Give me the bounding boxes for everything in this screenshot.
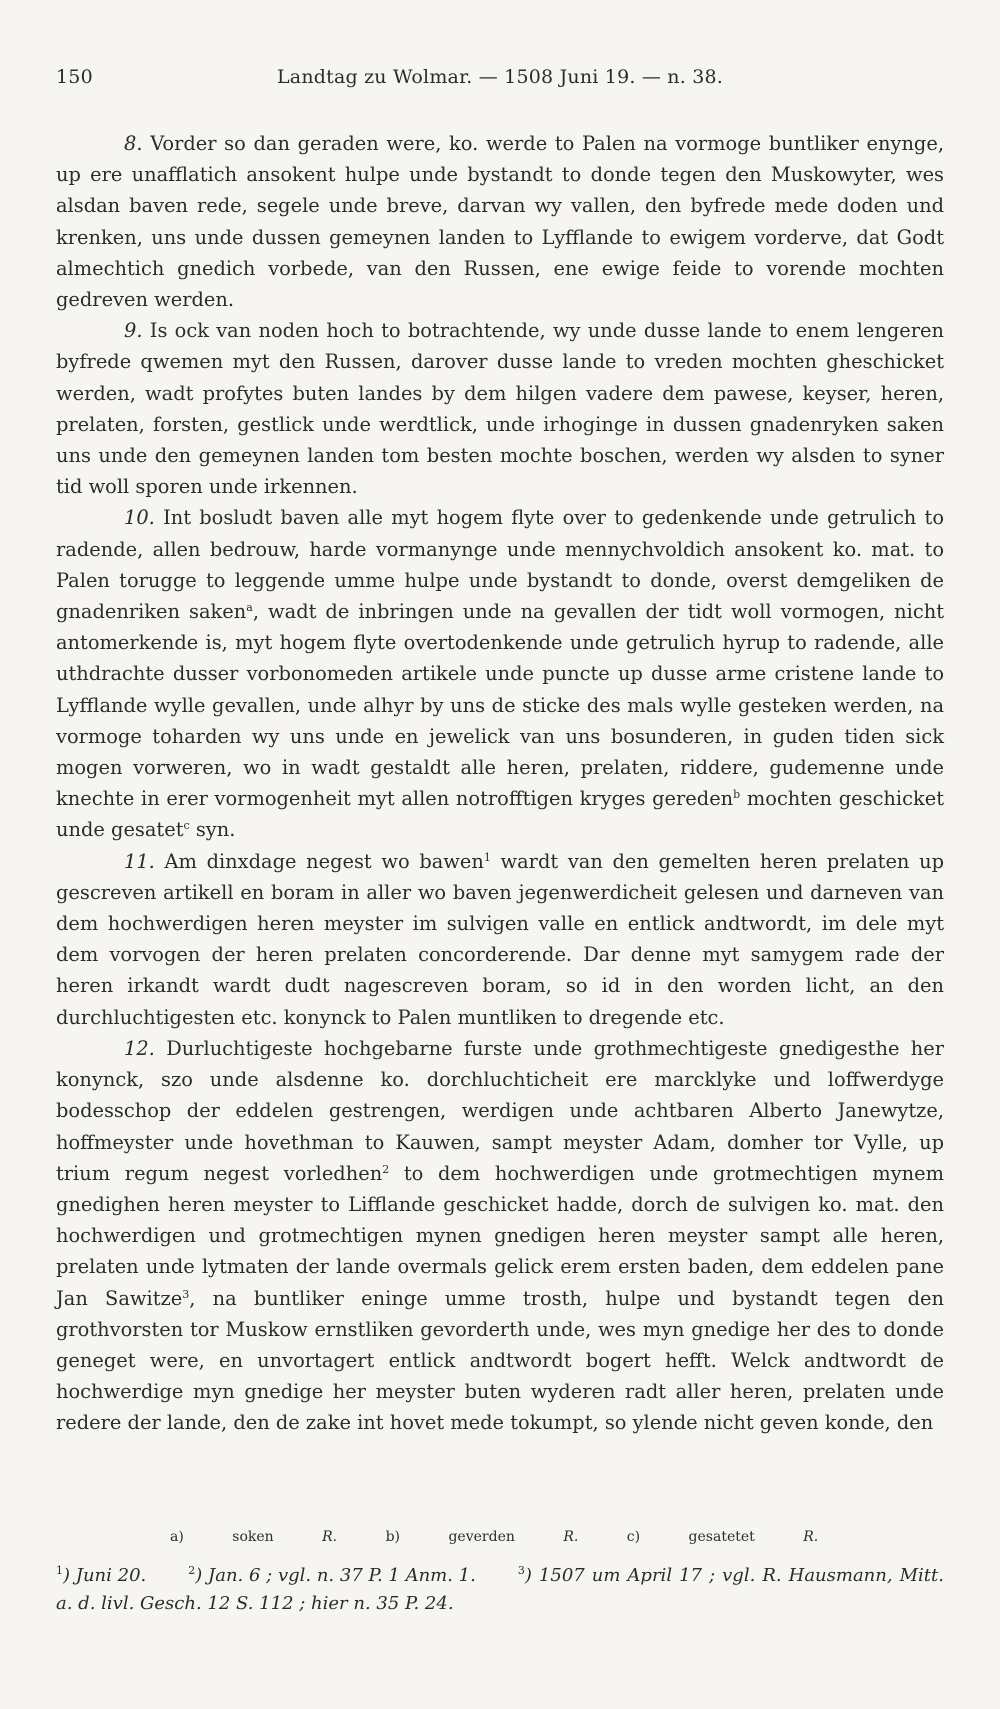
variant-note: b) geverden R.	[385, 1529, 579, 1545]
variant-marker: a	[246, 601, 253, 615]
paragraph-text: to dem hochwerdigen unde grotmechtigen mynem gnedighen heren meyster to Lifflande geschicket hadde, dorch de sulvigen ko. mat. den hochwerdigen und grotmechtigen mynen gnedigen heren meyster sampt alle heren, prelaten unde lytmaten der lande overmals gelick erem ersten baden, dem eddelen pane Jan Sawitze	[56, 1161, 944, 1310]
paragraph-text: wardt van den gemelten heren prelaten up gescreven artikell en boram in aller wo baven jegenwerdicheit gelesen und darneven van dem hochwerdigen heren meyster im sulvigen valle en entlick andtwordt, im dele myt dem vorvogen der heren prelaten concorderende. Dar denne myt samygem rade der heren irkandt wardt dudt nagescreven boram, so id in den worden licht, an den durchluchtigesten etc. konynck to Palen muntliken to dregende etc.	[56, 849, 944, 1029]
paragraph-8	[56, 128, 944, 315]
paragraph-12	[56, 1033, 944, 1439]
footnote-2: $^2$) Jan. 6 ; vgl. n. 37 P. 1 Anm. 1.	[188, 1564, 476, 1586]
footnote-1: $^1$) Juni 20.	[56, 1564, 147, 1586]
paragraph-text: Am dinxdage negest wo bawen	[164, 849, 484, 873]
variant-note: c) gesatetet R.	[626, 1529, 819, 1545]
paragraph-text: Int bosludt baven alle myt hogem flyte over to gedenkende unde getrulich to radende, allen bedrouw, harde vormanynge unde mennychvoldich ansokent ko. mat. to Palen torugge to leggende umme hulpe unde bystandt to donde, overst demgeliken de gnadenriken saken	[56, 506, 944, 624]
variant-marker: b	[733, 788, 741, 802]
paragraph-number: 11.	[124, 849, 155, 873]
footnote-block	[56, 1562, 944, 1618]
paragraph-9	[56, 315, 944, 502]
footnote-marker: 3	[182, 1287, 190, 1301]
footnote-3: $^3$) 1507 um April 17 ; vgl. R. Hausmann, Mitt. a. d. livl. Gesch. 12 S. 112 ; hier n. 35 P. 24.	[56, 1564, 944, 1614]
paragraph-number: 12.	[124, 1036, 155, 1060]
variant-note: a) soken R.	[170, 1529, 338, 1545]
paragraph-10	[56, 502, 944, 845]
main-text	[56, 128, 944, 1439]
paragraph-text: Durluchtigeste hochgebarne furste unde grothmechtigeste gnedigesthe her konynck, szo unde alsdenne ko. dorchluchticheit ere marcklyke und loffwerdyge bodesschop der eddelen gestrengen, werdigen unde achtbaren Alberto Janewytze, hoffmeyster unde hovethman to Kauwen, sampt meyster Adam, domher tor Vylle, up trium regum negest vorledhen	[56, 1036, 944, 1185]
page-header	[56, 66, 944, 96]
paragraph-11	[56, 846, 944, 1033]
running-head: Landtag zu Wolmar. — 1508 Juni 19. — n. 38.	[276, 66, 724, 88]
variant-marker: c	[183, 819, 190, 833]
paragraph-text: syn.	[189, 818, 236, 842]
paragraph-number: 9.	[124, 319, 143, 343]
paragraph-number: 10.	[124, 506, 155, 530]
footnotes	[56, 1562, 944, 1618]
paragraph-text: Is ock van noden hoch to botrachtende, wy unde dusse lande to enem lengeren byfrede qwemen myt den Russen, darover dusse lande to vreden mochten gheschicket werden, wadt profytes buten landes by dem hilgen vadere dem pawese, keyser, heren, prelaten, forsten, gestlick unde werdtlick, unde irhoginge in dussen gnadenryken saken uns unde den gemeynen landen tom besten mochte boschen, werden wy alsden to syner tid woll sporen unde irkennen.	[56, 319, 944, 499]
paragraph-text: Vorder so dan geraden were, ko. werde to Palen na vormoge buntliker enynge, up ere unafflatich ansokent hulpe unde bystandt to donde tegen den Muskowyter, wes alsdan baven rede, segele unde breve, darvan wy vallen, den byfrede mede doden und krenken, uns unde dussen gemeynen landen to Lyfflande to ewigem vorderve, dat Godt almechtich gnedich vorbede, van den Russen, ene ewige feide to vorende mochten gedreven werden.	[56, 132, 944, 312]
page-number: 150	[56, 66, 93, 88]
paragraph-text: mochten geschicket unde gesatet	[56, 787, 944, 842]
footnote-marker: 1	[483, 850, 491, 864]
paragraph-number: 8.	[124, 132, 143, 155]
paragraph-text: , wadt de inbringen unde na gevallen der tidt woll vormogen, nicht antomerkende is, myt hogem flyte overtodenkende unde getrulich hyrup to radende, alle uthdrachte dusser vorbonomeden artikele unde puncte up dusse arme cristene lande to Lyfflande wylle gevallen, unde alhyr by uns de sticke des mals wylle gesteken werden, na vormoge toharden wy uns unde en jewelick van uns bosunderen, in guden tiden sick mogen vorweren, wo in wadt gestaldt alle heren, prelaten, riddere, gudemenne unde knechte in erer vormogenheit myt allen notrofftigen kryges gereden	[56, 600, 944, 811]
paragraph-text: , na buntliker eninge umme trosth, hulpe und bystandt tegen den grothvorsten tor Muskow ernstliken gevorderth unde, wes myn gnedige her des to donde geneget were, en unvortagert entlick andtwordt bogert hefft. Welck andtwordt de hochwerdige myn gnedige her meyster buten wyderen radt aller heren, prelaten unde redere der lande, den de zake int hovet mede tokumpt, so ylende nicht geven konde, den	[56, 1286, 944, 1435]
variant-apparatus	[170, 1529, 870, 1545]
footnote-marker: 2	[382, 1162, 390, 1176]
